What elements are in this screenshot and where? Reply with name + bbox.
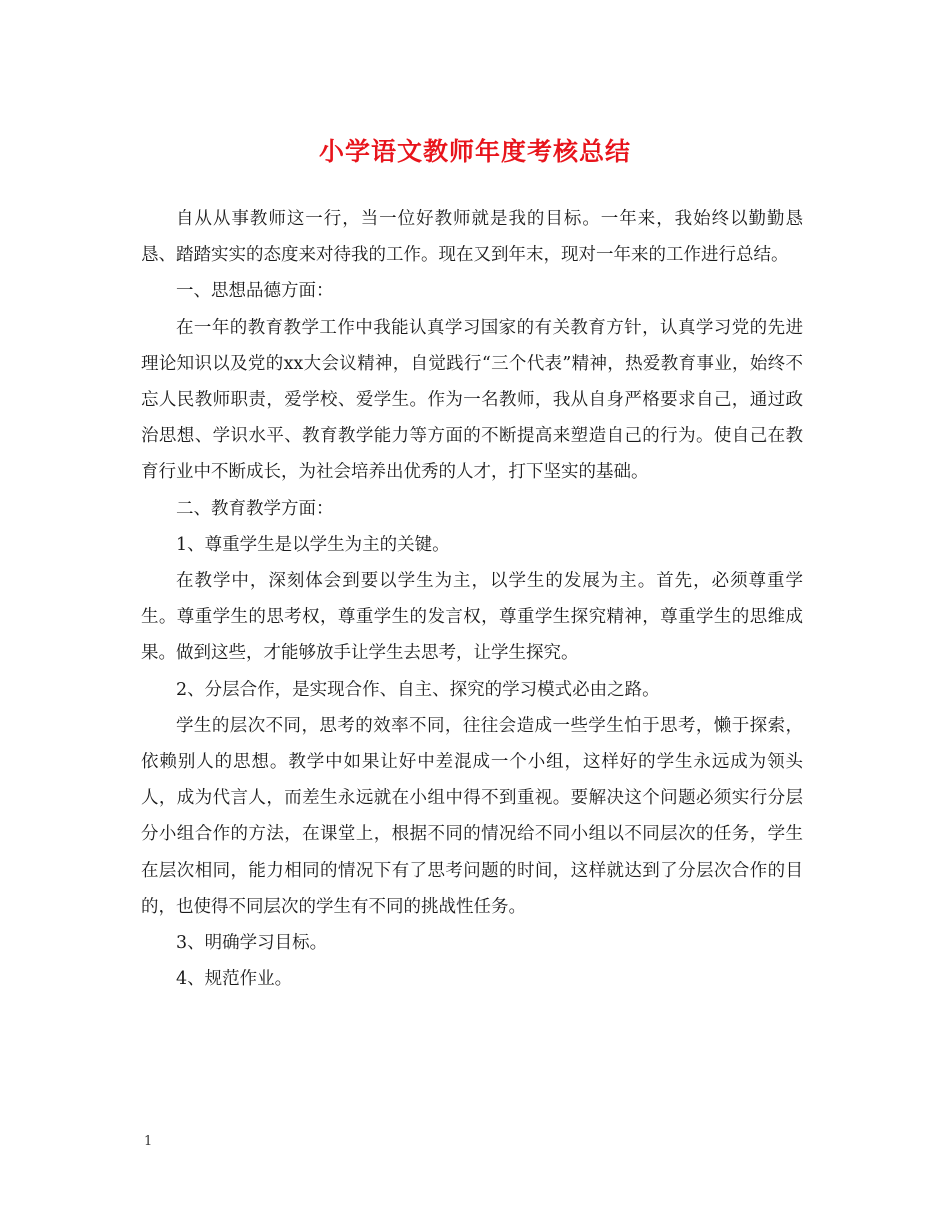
document-title: 小学语文教师年度考核总结 bbox=[318, 137, 631, 166]
paragraph-respect-students: 在教学中，深刻体会到要以学生为主，以学生的发展为主。首先，必须尊重学生。尊重学生的思考权，尊重学生的发言权，尊重学生探究精神，尊重学生的思维成果。做到这些，才能够放手让学生去思考，让学生探究。 bbox=[141, 571, 803, 664]
section-heading-teaching: 二、教育教学方面： bbox=[176, 498, 334, 519]
subheading-homework: 4、规范作业。 bbox=[176, 969, 293, 990]
subheading-layered-cooperation: 2、分层合作，是实现合作、自主、探究的学习模式必由之路。 bbox=[176, 679, 660, 700]
paragraph-intro: 自从从事教师这一行，当一位好教师就是我的目标。一年来，我始终以勤勤恳恳、踏踏实实的态度来对待我的工作。现在又到年末，现对一年来的工作进行总结。 bbox=[141, 209, 803, 266]
subheading-learning-goals: 3、明确学习目标。 bbox=[176, 933, 328, 954]
paragraph-ideology: 在一年的教育教学工作中我能认真学习国家的有关教育方针，认真学习党的先进理论知识以及党的xx大会议精神，自觉践行“三个代表”精神，热爱教育事业，始终不忘人民教师职责，爱学校、爱学生。作为一名教师，我从自身严格要求自己，通过政治思想、学识水平、教育教学能力等方面的不断提高来塑造自己的行为。使自己在教育行业中不断成长，为社会培养出优秀的人才，打下坚实的基础。 bbox=[141, 317, 803, 483]
paragraph-layered-cooperation: 学生的层次不同，思考的效率不同，往往会造成一些学生怕于思考，懒于探索，依赖别人的思想。教学中如果让好中差混成一个小组，这样好的学生永远成为领头人，成为代言人，而差生永远就在小组中得不到重视。要解决这个问题必须实行分层分小组合作的方法，在课堂上，根据不同的情况给不同小组以不同层次的任务，学生在层次相同，能力相同的情况下有了思考问题的时间，这样就达到了分层次合作的目的，也使得不同层次的学生有不同的挑战性任务。 bbox=[141, 715, 803, 917]
section-heading-ideology: 一、思想品德方面： bbox=[176, 281, 334, 302]
page-number: 1 bbox=[144, 1134, 153, 1149]
document-body bbox=[141, 201, 803, 997]
subheading-respect-students: 1、尊重学生是以学生为主的关键。 bbox=[176, 534, 450, 555]
